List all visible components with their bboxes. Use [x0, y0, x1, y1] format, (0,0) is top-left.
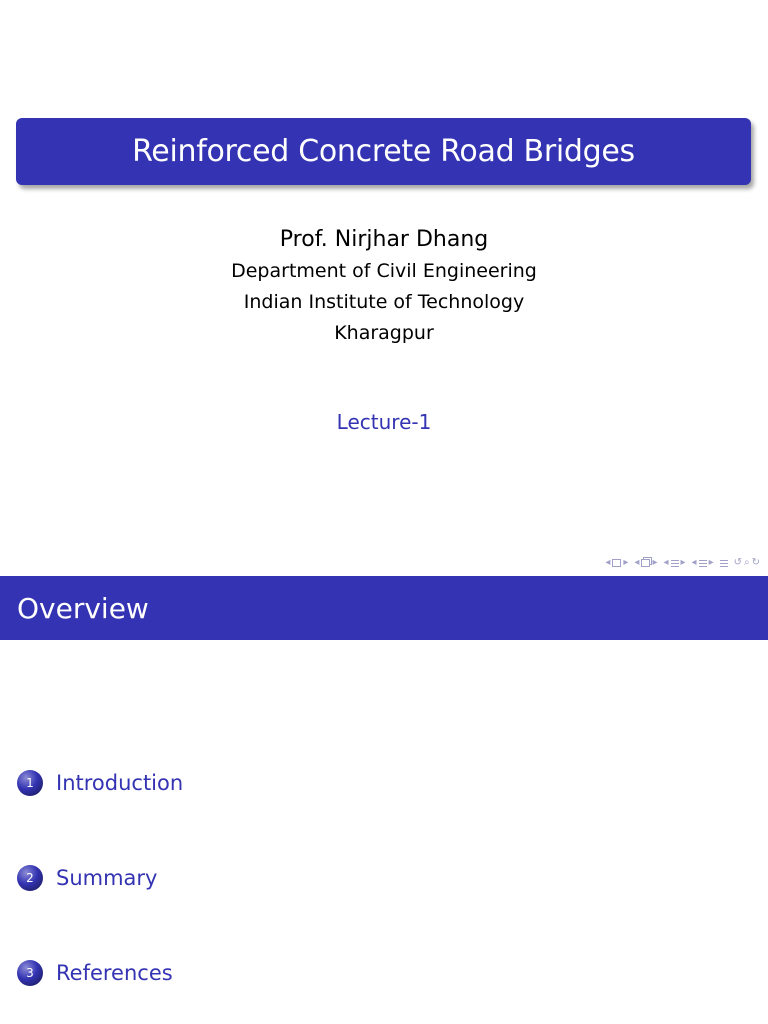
nav-align-icon[interactable]	[720, 559, 728, 567]
presentation-title: Reinforced Concrete Road Bridges	[132, 134, 635, 169]
location: Kharagpur	[334, 322, 434, 344]
toc-item-references[interactable]	[17, 960, 173, 986]
nav-subsection-icon[interactable]: ◂ ▸	[634, 557, 658, 568]
overview-slide	[0, 576, 768, 1024]
toc-number-ball: 2	[17, 865, 43, 891]
nav-search-icon[interactable]: ↺ ⌕ ↻	[733, 557, 760, 568]
title-banner	[16, 118, 751, 185]
toc-label[interactable]: Introduction	[56, 771, 184, 795]
toc-number-ball: 1	[17, 770, 43, 796]
lecture-label: Lecture-1	[336, 410, 432, 434]
toc-item-introduction[interactable]	[17, 770, 183, 796]
toc-label[interactable]: Summary	[56, 866, 158, 890]
department: Department of Civil Engineering	[231, 260, 537, 282]
author-name: Prof. Nirjhar Dhang	[279, 227, 489, 252]
nav-section-icon[interactable]: ◂ ▸	[663, 557, 686, 568]
toc-item-summary[interactable]	[17, 865, 157, 891]
toc-number-ball: 3	[17, 960, 43, 986]
author-block	[0, 224, 768, 349]
toc-label[interactable]: References	[56, 961, 173, 985]
frame-header	[0, 576, 768, 640]
frame-title: Overview	[17, 591, 149, 625]
nav-frame-icon[interactable]: ◂ ▸	[605, 557, 629, 568]
nav-subsection-alt-icon[interactable]: ◂ ▸	[691, 557, 714, 568]
navigation-bar	[605, 556, 760, 570]
institute: Indian Institute of Technology	[243, 291, 525, 313]
